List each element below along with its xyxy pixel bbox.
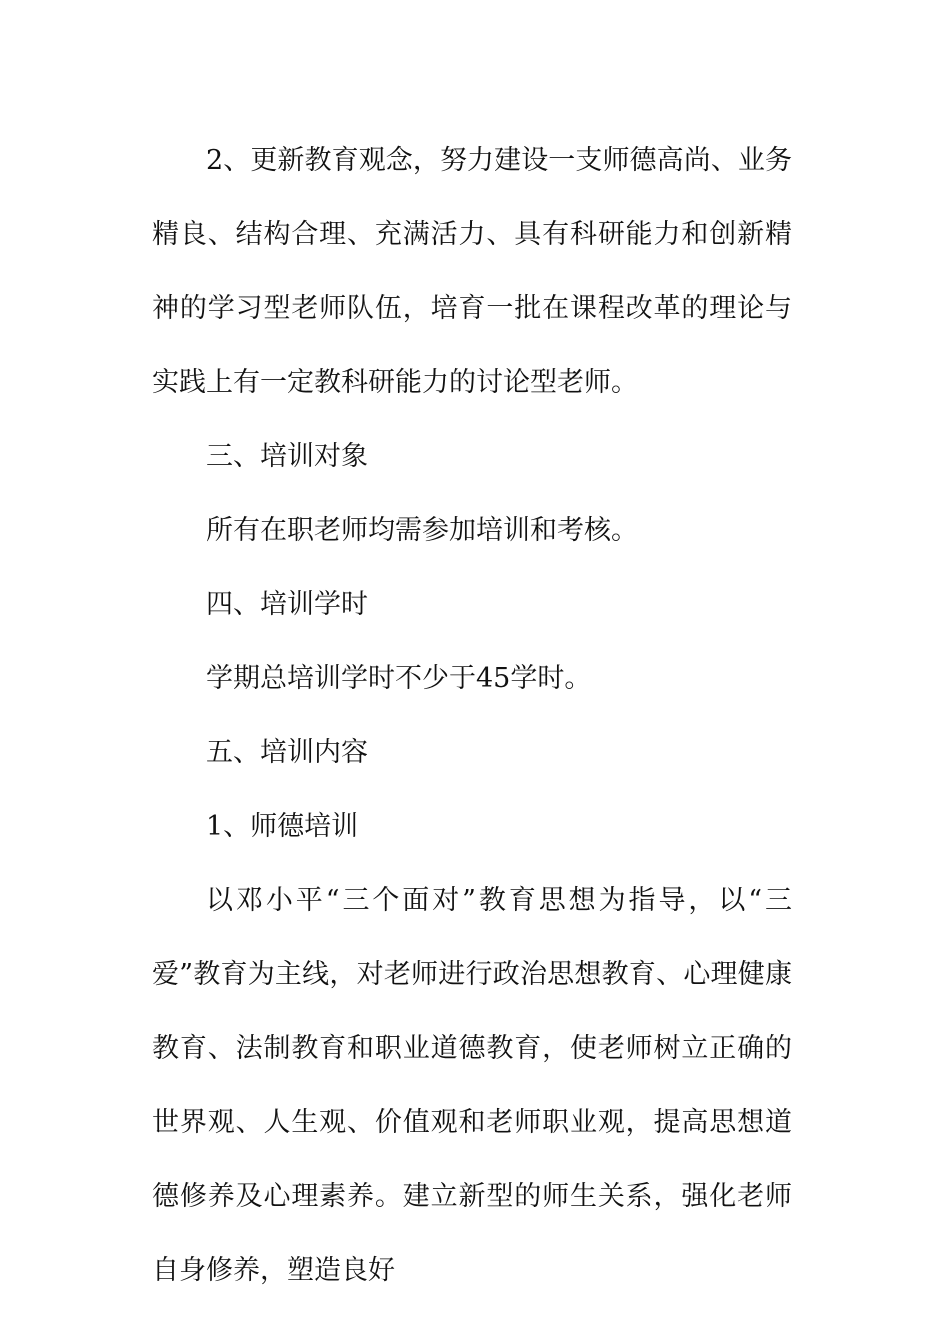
subheading-ethics-training: 1、师德培训 xyxy=(206,811,359,842)
paragraph-goal-2: 2、更新教育观念，努力建设一支师德高尚、业务精良、结构合理、充满活力、具有科研能力和创新精神的学习型老师队伍，培育一批在课程改革的理论与实践上有一定教科研能力的讨论型老师。 xyxy=(152,145,792,398)
paragraph-ethics-training: 以邓小平“三个面对”教育思想为指导，以“三爱”教育为主线，对老师进行政治思想教育、心理健康教育、法制教育和职业道德教育，使老师树立正确的世界观、人生观、价值观和老师职业观，提高思想道德修养及心理素养。建立新型的师生关系，强化老师自身修养，塑造良好 xyxy=(152,885,792,1286)
heading-training-hours: 四、培训学时 xyxy=(206,589,368,620)
heading-training-targets: 三、培训对象 xyxy=(206,441,368,472)
heading-training-content: 五、培训内容 xyxy=(206,737,368,768)
document-body xyxy=(152,124,792,1308)
paragraph-training-hours: 学期总培训学时不少于45学时。 xyxy=(206,663,592,694)
paragraph-training-targets: 所有在职老师均需参加培训和考核。 xyxy=(206,515,638,546)
